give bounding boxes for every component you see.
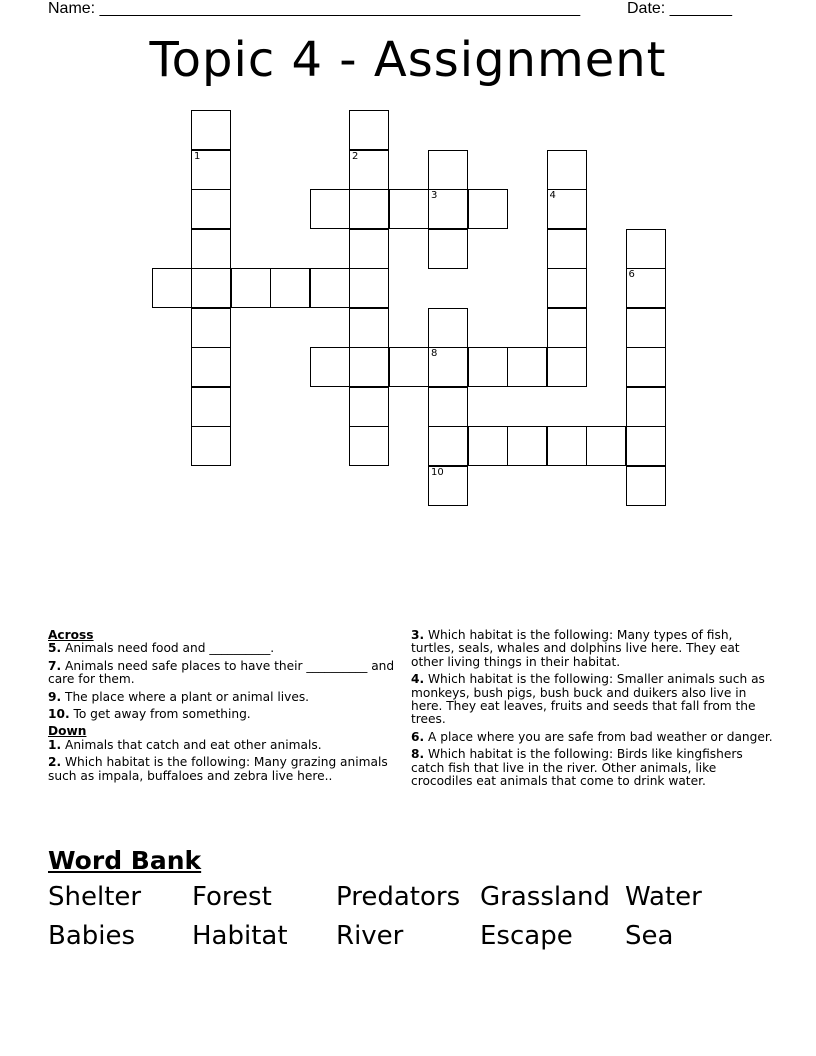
clues-right-column bbox=[411, 629, 773, 792]
crossword-cell[interactable] bbox=[626, 426, 666, 466]
crossword-cell[interactable] bbox=[349, 189, 389, 229]
down-heading: Down bbox=[48, 724, 87, 739]
crossword-cell[interactable] bbox=[231, 268, 271, 308]
crossword-cell[interactable] bbox=[389, 189, 429, 229]
crossword-cell[interactable] bbox=[310, 347, 350, 387]
crossword-cell[interactable] bbox=[191, 426, 231, 466]
clue-number: 3 bbox=[431, 190, 438, 201]
crossword-cell[interactable] bbox=[626, 387, 666, 427]
word-bank-item: River bbox=[336, 921, 404, 951]
crossword-cell[interactable] bbox=[191, 150, 231, 190]
crossword-cell[interactable] bbox=[547, 189, 587, 229]
crossword-cell[interactable] bbox=[428, 229, 468, 269]
crossword-cell[interactable] bbox=[428, 347, 468, 387]
crossword-cell[interactable] bbox=[626, 229, 666, 269]
clue-down-6: 6. A place where you are safe from bad weather or danger. bbox=[411, 729, 773, 744]
crossword-cell[interactable] bbox=[349, 387, 389, 427]
crossword-cell[interactable] bbox=[270, 268, 310, 308]
crossword-cell[interactable] bbox=[349, 150, 389, 190]
clue-across-5: 5. Animals need food and __________. bbox=[48, 641, 275, 656]
name-field-label: Name: ______________________________________________________ bbox=[48, 0, 581, 17]
crossword-cell[interactable] bbox=[349, 308, 389, 348]
crossword-cell[interactable] bbox=[349, 268, 389, 308]
date-field-label: Date: _______ bbox=[627, 0, 732, 17]
clue-down-2: 2. Which habitat is the following: Many grazing animals such as impala, buffaloes and zebra live here.. bbox=[48, 755, 388, 783]
clue-number: 1 bbox=[194, 150, 201, 162]
crossword-cell[interactable] bbox=[547, 268, 587, 308]
crossword-cell[interactable] bbox=[349, 229, 389, 269]
clue-across-9: 9. The place where a plant or animal lives. bbox=[48, 689, 310, 704]
crossword-cell[interactable] bbox=[428, 387, 468, 427]
crossword-cell[interactable] bbox=[191, 229, 231, 269]
word-bank-item: Escape bbox=[480, 921, 573, 951]
crossword-cell[interactable] bbox=[428, 426, 468, 466]
crossword-cell[interactable] bbox=[428, 308, 468, 348]
across-heading: Across bbox=[48, 628, 94, 642]
crossword-cell[interactable] bbox=[191, 308, 231, 348]
crossword-cell[interactable] bbox=[191, 189, 231, 229]
clue-down-4: 4. Which habitat is the following: Smaller animals such as monkeys, bush pigs, bush buck and duikers also live in here. They eat leaves, fruits and seeds that fall from the trees. bbox=[411, 672, 765, 727]
crossword-cell[interactable] bbox=[626, 308, 666, 348]
crossword-cell[interactable] bbox=[626, 268, 666, 308]
crossword-cell[interactable] bbox=[626, 347, 666, 387]
crossword-cell[interactable] bbox=[191, 268, 231, 308]
clue-down-8: 8. Which habitat is the following: Birds like kingfishers catch fish that live in the river. Other animals, like crocodiles eat animals that come to drink water. bbox=[411, 747, 743, 789]
clue-number: 8 bbox=[431, 348, 438, 359]
word-bank-item: Habitat bbox=[192, 921, 288, 951]
crossword-cell[interactable] bbox=[547, 150, 587, 190]
page-title: Topic 4 - Assignment bbox=[149, 32, 667, 88]
crossword-cell[interactable] bbox=[310, 268, 350, 308]
crossword-cell[interactable] bbox=[428, 150, 468, 190]
word-bank-item: Forest bbox=[192, 882, 272, 912]
crossword-cell[interactable] bbox=[191, 347, 231, 387]
clue-number: 10 bbox=[431, 466, 444, 478]
clue-number: 2 bbox=[352, 150, 359, 162]
word-bank-item: Predators bbox=[336, 882, 461, 912]
word-bank-title: Word Bank bbox=[48, 846, 202, 875]
clue-number: 6 bbox=[628, 269, 635, 280]
crossword-cell[interactable] bbox=[428, 466, 468, 506]
clues-left-column bbox=[48, 629, 403, 787]
crossword-cell[interactable] bbox=[468, 189, 508, 229]
crossword-cell[interactable] bbox=[468, 347, 508, 387]
crossword-cell[interactable] bbox=[389, 347, 429, 387]
word-bank-item: Sea bbox=[625, 921, 674, 951]
crossword-cell[interactable] bbox=[349, 347, 389, 387]
crossword-cell[interactable] bbox=[428, 189, 468, 229]
crossword-cell[interactable] bbox=[547, 347, 587, 387]
crossword-cell[interactable] bbox=[547, 229, 587, 269]
clue-across-7: 7. Animals need safe places to have their __________ and care for them. bbox=[48, 658, 395, 687]
crossword-cell[interactable] bbox=[507, 347, 547, 387]
crossword-cell[interactable] bbox=[468, 426, 508, 466]
crossword-cell[interactable] bbox=[152, 268, 192, 308]
crossword-cell[interactable] bbox=[191, 387, 231, 427]
crossword-cell[interactable] bbox=[547, 308, 587, 348]
word-bank-item: Shelter bbox=[48, 882, 142, 912]
crossword-cell[interactable] bbox=[507, 426, 547, 466]
clue-number: 4 bbox=[549, 190, 556, 201]
crossword-cell[interactable] bbox=[349, 110, 389, 150]
word-bank-item: Babies bbox=[48, 921, 136, 951]
clue-down-3: 3. Which habitat is the following: Many types of fish, turtles, seals, whales and dolphins live here. They eat other living things in their habitat. bbox=[411, 628, 740, 669]
crossword-cell[interactable] bbox=[547, 426, 587, 466]
crossword-grid bbox=[0, 0, 816, 520]
word-bank-item: Grassland bbox=[480, 882, 610, 912]
word-bank-item: Water bbox=[625, 882, 702, 912]
crossword-cell[interactable] bbox=[349, 426, 389, 466]
crossword-cell[interactable] bbox=[310, 189, 350, 229]
crossword-cell[interactable] bbox=[626, 466, 666, 506]
crossword-cell[interactable] bbox=[191, 110, 231, 150]
crossword-cell[interactable] bbox=[586, 426, 626, 466]
clue-across-10: 10. To get away from something. bbox=[48, 707, 251, 722]
clue-down-1: 1. Animals that catch and eat other animals. bbox=[48, 737, 322, 752]
